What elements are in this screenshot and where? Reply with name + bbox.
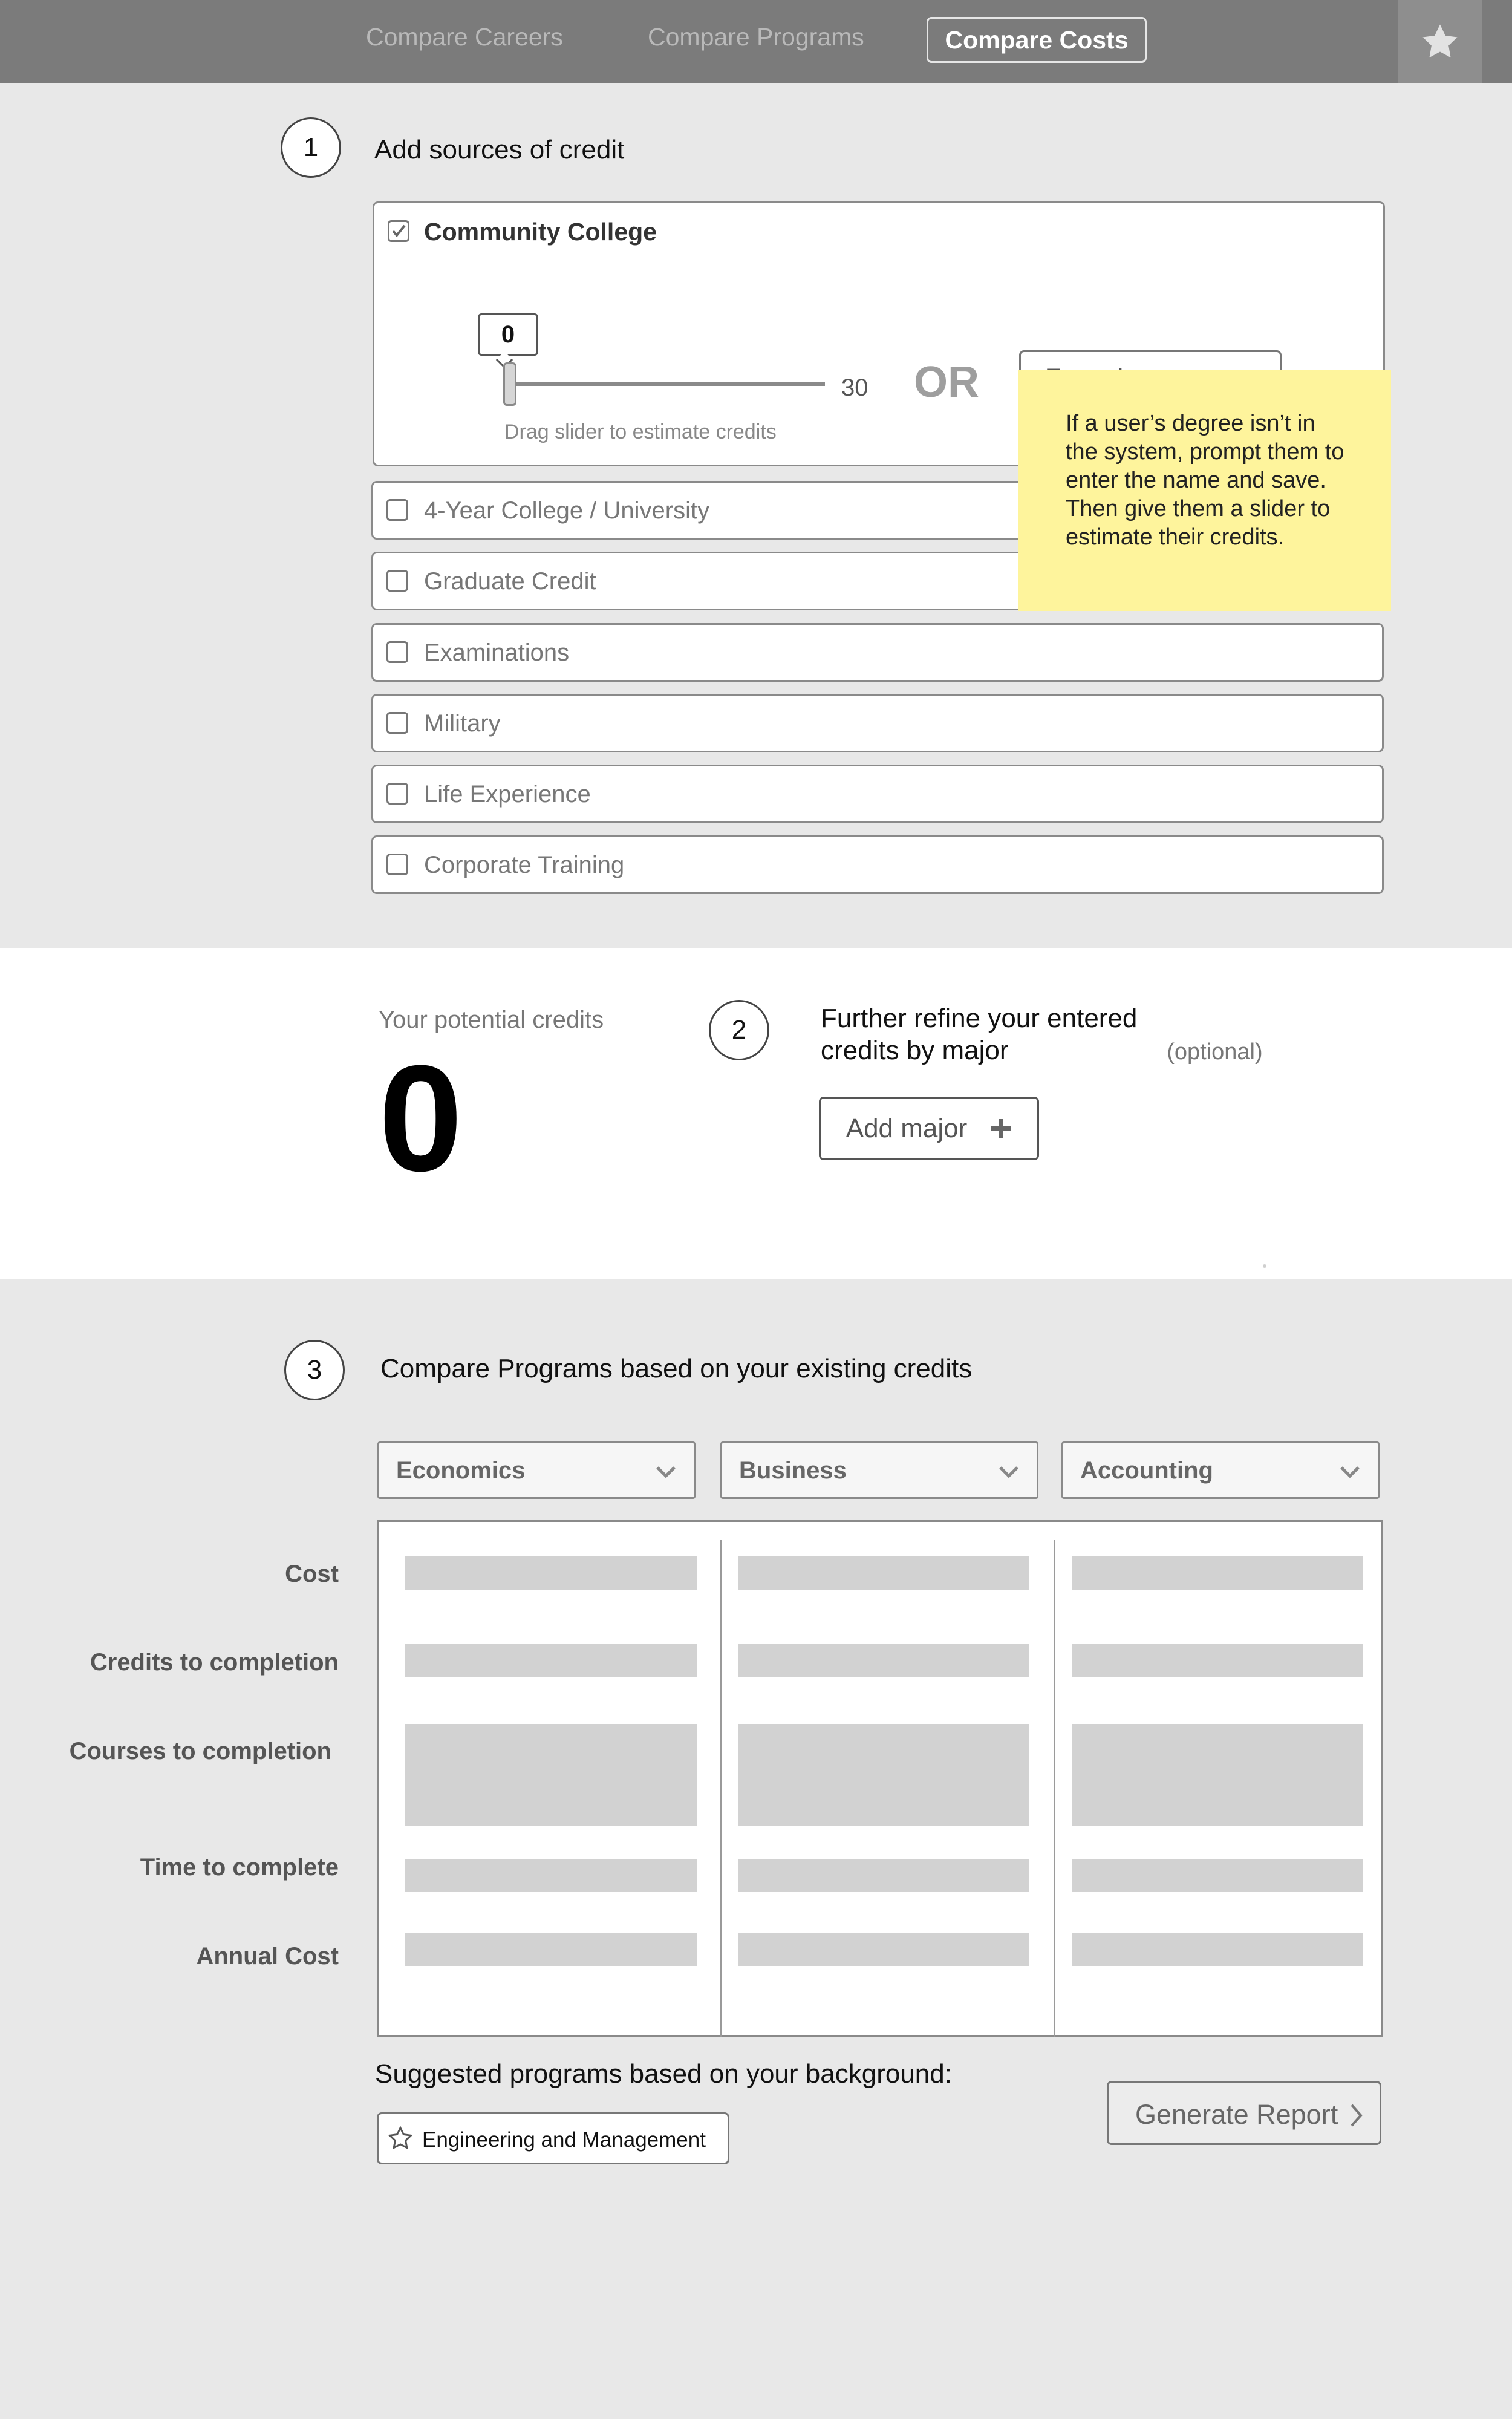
source-checkbox[interactable] [386, 641, 408, 663]
source-label: 4-Year College / University [424, 497, 710, 524]
top-nav [0, 0, 1512, 83]
cell-placeholder [1072, 1724, 1363, 1826]
chevron-right-icon [1347, 2102, 1365, 2129]
cell-placeholder [1072, 1556, 1363, 1590]
suggested-program-label: Engineering and Management [422, 2128, 706, 2152]
cell-placeholder [1072, 1859, 1363, 1892]
credits-slider-handle[interactable] [503, 362, 516, 406]
source-checkbox[interactable] [386, 783, 408, 805]
cell-placeholder [738, 1859, 1029, 1892]
source-checkbox[interactable] [386, 499, 408, 521]
step-1-badge: 1 [281, 117, 341, 178]
cell-placeholder [405, 1644, 697, 1677]
potential-credits-section [0, 948, 1512, 1279]
column-divider [1054, 1540, 1055, 2037]
row-label-credits-to-completion: Credits to completion [90, 1649, 339, 1676]
program-select-value: Accounting [1080, 1457, 1213, 1484]
sticky-note-annotation: If a user’s degree isn’t in the system, prompt them to enter the name and save. Then give them a slider to estimate their credits. [1018, 370, 1391, 611]
community-college-label: Community College [424, 218, 657, 246]
source-label: Graduate Credit [424, 568, 596, 595]
cell-placeholder [738, 1556, 1029, 1590]
source-life-experience[interactable] [371, 765, 1384, 823]
row-label-courses-to-completion: Courses to completion [69, 1738, 331, 1764]
program-select-2[interactable] [720, 1441, 1038, 1499]
community-college-checkbox[interactable] [388, 220, 409, 242]
source-corporate-training[interactable] [371, 835, 1384, 894]
suggested-programs-title: Suggested programs based on your background: [375, 2059, 952, 2089]
source-label: Military [424, 710, 501, 737]
cell-placeholder [405, 1859, 697, 1892]
or-divider: OR [914, 358, 979, 406]
column-divider [720, 1540, 722, 2037]
cell-placeholder [738, 1644, 1029, 1677]
step-3-badge: 3 [284, 1340, 345, 1400]
favorite-button[interactable] [1398, 0, 1482, 83]
step-3-title: Compare Programs based on your existing credits [380, 1354, 973, 1383]
source-checkbox[interactable] [386, 854, 408, 875]
program-select-value: Business [739, 1457, 847, 1484]
stray-dot [1263, 1264, 1266, 1268]
checkmark-icon [389, 222, 408, 240]
cell-placeholder [738, 1724, 1029, 1826]
step-1-title: Add sources of credit [374, 135, 625, 165]
source-label: Life Experience [424, 781, 591, 808]
potential-credits-value: 0 [379, 1034, 463, 1203]
row-label-annual-cost: Annual Cost [196, 1943, 339, 1970]
plus-icon [990, 1118, 1012, 1140]
step-2-badge: 2 [709, 1000, 769, 1060]
slider-value-tooltip: 0 [478, 313, 538, 356]
chevron-down-icon [654, 1460, 678, 1484]
slider-hint: Drag slider to estimate credits [504, 420, 777, 443]
source-examinations[interactable] [371, 623, 1384, 682]
star-icon [1421, 23, 1459, 60]
cell-placeholder [738, 1933, 1029, 1966]
program-select-3[interactable] [1061, 1441, 1380, 1499]
cell-placeholder [405, 1724, 697, 1826]
nav-compare-programs[interactable]: Compare Programs [648, 23, 864, 51]
nav-compare-costs[interactable]: Compare Costs [927, 17, 1147, 63]
cell-placeholder [1072, 1644, 1363, 1677]
source-label: Corporate Training [424, 852, 625, 878]
source-military[interactable] [371, 694, 1384, 752]
nav-compare-careers[interactable]: Compare Careers [366, 23, 563, 51]
add-major-button[interactable] [819, 1097, 1039, 1160]
add-major-label: Add major [846, 1113, 968, 1143]
source-label: Examinations [424, 639, 570, 666]
cell-placeholder [405, 1933, 697, 1966]
generate-report-button[interactable] [1107, 2081, 1381, 2145]
row-label-cost: Cost [285, 1561, 339, 1587]
credits-slider-track[interactable] [504, 382, 825, 386]
step-2-title [821, 1002, 1263, 1068]
program-select-1[interactable] [377, 1441, 696, 1499]
cell-placeholder [1072, 1933, 1363, 1966]
generate-report-label: Generate Report [1135, 2099, 1338, 2130]
slider-max-label: 30 [841, 374, 868, 401]
star-outline-icon [387, 2125, 414, 2152]
source-checkbox[interactable] [386, 712, 408, 734]
step-2-title-text: Further refine your entered credits by major [821, 1004, 1138, 1065]
source-checkbox[interactable] [386, 570, 408, 592]
chevron-down-icon [997, 1460, 1021, 1484]
row-label-time-to-complete: Time to complete [140, 1854, 339, 1881]
suggested-program-pill[interactable] [377, 2112, 729, 2164]
chevron-down-icon [1338, 1460, 1362, 1484]
optional-tag: (optional) [1167, 1039, 1263, 1065]
program-select-value: Economics [396, 1457, 526, 1484]
comparison-table [377, 1520, 1383, 2037]
potential-credits-label: Your potential credits [379, 1007, 604, 1033]
cell-placeholder [405, 1556, 697, 1590]
